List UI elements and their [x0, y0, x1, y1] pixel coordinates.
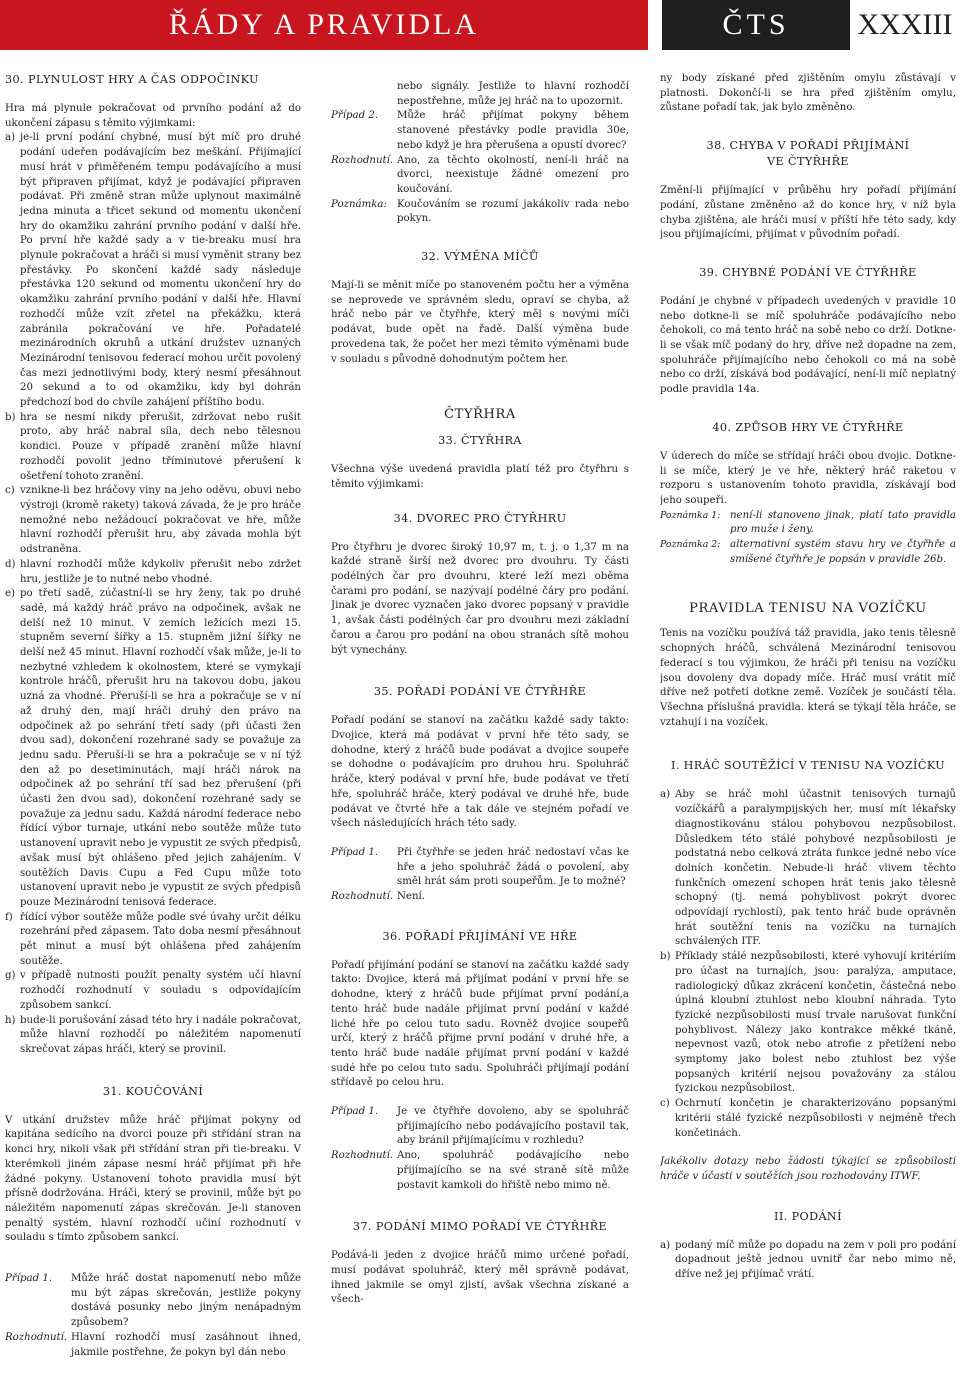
section-I-title: I. HRÁČ SOUTĚŽÍCÍ V TENISU NA VOZÍČKU	[670, 759, 946, 773]
case-row	[331, 846, 629, 890]
rule-item	[5, 587, 301, 910]
page-header	[0, 0, 960, 50]
item-label: a)	[5, 132, 16, 144]
case-row	[331, 1105, 629, 1149]
case-text: Může hráč dostat napomenutí nebo může mu být zápas skrečován, jestliže pokyny dostává posunky nebo jiným nenápadným způsobem?	[71, 1273, 301, 1329]
rule-item	[5, 1014, 301, 1058]
rule-item	[5, 911, 301, 970]
note-row	[660, 509, 956, 538]
case-text: Je ve čtyřhře dovoleno, aby se spoluhráč přijímajícího nebo podávajícího postavil tak, aby bránil přijímajícímu v rozhledu?	[397, 1106, 629, 1147]
item-text: bude-li porušování zásad této hry i nadále pokračovat, může hlavní rozhodčí po náležitém napomenutí skrečovat zápas hráči, který se provinil.	[20, 1014, 301, 1055]
wheelchair-intro: Tenis na vozíčku používá táž pravidla, jako tenis tělesně schopných hráčů, schválená Mezinárodní tenisovou federací s tou výjimkou, že hráči při tenisu na vozíčku jsou dovoleny dva dopady míče. Hráč musí vrátit míč dříve než potřetí dotkne země. Vozíček je součástí těla. Všechna příslušná pravidla. která se týkají těla hráče, se vztahují i na vozíček.	[660, 628, 956, 728]
item-text: v případě nutnosti použít penalty systém učí hlavní rozhodčí rozhodnutí v souladu s odpovídajícím způsobem sankcí.	[20, 970, 301, 1011]
section-32-text: Mají-li se měnit míče po stanoveném počtu her a výměna se neprovede ve správném sledu, opraví se chyba, až hráč nebo pár ve čtyřhře, který měl s novými míči podávat, bude opět na řadě. Další výměna bude provedena tak, že počet her mezi těmito výměnami bude v souladu s původně dohodnutým počtem her.	[331, 280, 629, 365]
section-38-text: Změní-li přijímající v průběhu hry pořadí přijímání podání, zůstane změněno až do konce hry, v níž byla chyba zjištěna, ale hráči musí v příští hře této sady, kdy jsou přijímajícími, přijímat v původním pořadí.	[660, 185, 956, 241]
section-40-title: 40. ZPŮSOB HRY VE ČTYŘHŘE	[712, 420, 904, 434]
chapter-title-wheelchair: PRAVIDLA TENISU NA VOZÍČKU	[689, 601, 927, 617]
chapter-title-doubles: ČTYŘHRA	[444, 407, 516, 423]
section-34-title: 34. DVOREC PRO ČTYŘHRU	[393, 511, 567, 525]
item-text: Aby se hráč mohl účastnit tenisových turnajů vozíčkářů a paralympijských her, musí mít lékařsky diagnostikovánu stálou pohybovou nezpůsobilost. Důsledkem této stálé pohybové nezpůsobilosti je podstatná nebo celková ztráta funkce jedné nebo více dolních končetin. Nebude-li hráč vlivem těchto funkčních omezení schopen hrát tenis jako tělesně schopný (tj. nemá pohyblivost pokrýt dvorec odpovídají rychlostí), pak tento hráč bude oprávněn hrát soutěžní tenis na vozíčku na turnajích schválených ITF.	[675, 789, 956, 948]
case-label: Rozhodnutí.	[331, 1150, 394, 1162]
item-label: g)	[5, 970, 16, 982]
section-38-title	[660, 138, 956, 170]
rule-item	[660, 788, 956, 950]
rule-item	[660, 1097, 956, 1141]
case-text: Ano, za těchto okolností, není-li hráč na dvorci, neexistuje žádné omezení pro koučování.	[397, 154, 629, 195]
section-35-title: 35. POŘADÍ PODÁNÍ VE ČTYŘHŘE	[373, 685, 587, 699]
item-text: po třetí sadě, zúčastní-li se hry ženy, tak po druhé sadě, má každý hráč právo na odpočinek, avšak ne delší než 10 minut. V zemích ležících mezi 15. stupněm severní šířky a 15. stupněm jižní šířky ne delší než 45 minut. Hlavní rozhodčí však může, je-li to nezbytné vzhledem k okolnostem, které se vymykají kontrole hráčů, přerušit hru na takovou dobu, jakou uzná za vhodné. Přeruší-li se hra a pokračuje se v ní až druhý den, mají hráči druhý den právo na odpočinek až po sehrání třetí sady (při účasti žen dvou sad), dokončení rozehrané sady se považuje za jednu sadu. Přeruší-li se hra a pokračuje se v ní týž den až po desetiminutách, mají hráči nárok na odpočinek až po sehrání tří sad bez přerušení (při účasti žen dvou sad), dokončení rozehrané sady se považuje za jednu sadu. Každá národní federace nebo řídící výbor turnaje, utkání nebo soutěže může tuto ustanovení upravit nebo je vypustit ze svých předpisů, avšak musí být ohlášeno před jejich zahájením. V soutěžích Davis Cupu a Fed Cupu může toto ustanovení upravit nebo je vypustit ze svých předpisů pouze Mezinárodní tenisová federace.	[20, 588, 301, 908]
item-text: podaný míč může po dopadu na zem v poli pro podání dopadnout ještě jednou uvnitř čar nebo mimo ně, dříve než jej přijímač vrátí.	[675, 1239, 956, 1281]
case-row	[5, 1331, 301, 1360]
case-label: Případ 1.	[331, 1106, 379, 1118]
case-text: Není.	[397, 891, 426, 903]
section-II-title: II. PODÁNÍ	[774, 1209, 842, 1223]
note-text: není-li stanoveno jinak, platí tato pravidla pro muže i ženy.	[730, 509, 956, 536]
section-33-text: Všechna výše uvedená pravidla platí též pro čtyřhru s těmito výjimkami:	[331, 464, 629, 490]
case-label: Rozhodnutí.	[331, 891, 394, 903]
section-35-text: Pořadí podání se stanoví na začátku každé sady takto: Dvojice, která má podávat v první hře této sady, se dohodne, který z hráčů bude podávat a dvojice soupeře se dohodne o podávajícím pro druhou hru. Spoluhráč hráče, který podával v první hře, bude podávat ve třetí hře, spoluhráč hráče, který podával ve druhé hře, bude podávat ve čtvrté hře a tak dále ve stejném pořadí ve všech následujících hrách této sady.	[331, 715, 629, 830]
section-40-text: V úderech do míče se střídají hráči obou dvojic. Dotkne-li se míče, který je ve hře, některý hráč raketou v rozporu s ustanovením tohoto pravidla, získávají bod jeho soupeři.	[660, 450, 956, 506]
case-label: Případ 2.	[331, 110, 379, 122]
item-label: b)	[5, 411, 16, 423]
case-row	[331, 1149, 629, 1193]
rule-item	[5, 131, 301, 410]
case-text: nebo signály. Jestliže to hlavní rozhodčí nepostřehne, může jej hráč na to upozornit.	[397, 81, 629, 107]
case-text: Může hráč přijímat pokyny během stanovené přestávky podle pravidla 30e, nebo když je hra přerušena a opustí dvorec?	[397, 110, 629, 151]
section-32-title: 32. VÝMĚNA MÍČŮ	[421, 250, 539, 264]
item-label: b)	[660, 951, 671, 963]
rule-item	[5, 484, 301, 558]
section-37-text: Podává-li jeden z dvojice hráčů mimo určené pořadí, musí podávat spoluhráč, který měl správně podávat, ihned jakmile se omyl zjistí, avšak všechna získané a všech-	[331, 1250, 629, 1306]
case-row	[5, 1272, 301, 1331]
item-text: hlavní rozhodčí může kdykoliv přerušit nebo zdržet hru, jestliže je to nutné nebo vhodné.	[20, 558, 301, 585]
item-text: řídící výbor soutěže může podle své úvahy určit délku rozehrání před zápasem. Tato doba nesmí přesáhnout pět minut a musí být ohlášena před zahájením soutěže.	[20, 911, 301, 967]
case-label	[331, 80, 397, 109]
rule-item	[5, 411, 301, 485]
item-label: a)	[660, 789, 671, 801]
note-label: Poznámka 2:	[660, 539, 721, 551]
item-label: c)	[660, 1098, 670, 1110]
section-36-title: 36. POŘADÍ PŘIJÍMÁNÍ VE HŘE	[382, 929, 578, 943]
header-title: ŘÁDY A PRAVIDLA	[0, 0, 648, 50]
section-I-list	[660, 788, 956, 1141]
case-label: Případ 1.	[5, 1273, 53, 1285]
item-label: h)	[5, 1014, 16, 1026]
case-label: Poznámka:	[331, 198, 387, 210]
note-row	[660, 538, 956, 567]
case-row	[331, 109, 629, 153]
item-label: d)	[5, 558, 16, 570]
section-30-title: 30. PLYNULOST HRY A ČAS ODPOČINKU	[5, 73, 259, 86]
header-gap	[648, 0, 662, 50]
column-2	[331, 80, 629, 1396]
case-text: Hlavní rozhodčí musí zasáhnout ihned, jakmile postřehne, že pokyn byl dán nebo	[71, 1331, 301, 1358]
section-37-title: 37. PODÁNÍ MIMO POŘADÍ VE ČTYŘHŘE	[352, 1220, 608, 1234]
item-text: Ochrnutí končetin je charakterizováno popsanými kritérii stálé fyzické nezpůsobilosti v nejméně třech končetinách.	[675, 1098, 956, 1139]
header-page-number: XXXIII	[857, 8, 953, 41]
section-30-list	[5, 131, 301, 1057]
item-text: hra se nesmí nikdy přerušit, zdržovat nebo rušit proto, aby hráč nabral síla, dech nebo tělesnou kondici. Pouze v případě zranění může hlavní rozhodčí povolit jedno tříminutové přerušení k ošetření tohoto zranění.	[20, 411, 301, 482]
rule-item	[660, 1239, 956, 1283]
section-31-text: V utkání družstev může hráč přijímat pokyny od kapitána sedícího na dvorci pouze při střídání stran na konci hry, nikoli však při střídání stran při tie-breaku. V kterémkoli jiném zápase nesmí hráč přijímat při hře žádné pokyny. Ustanovení tohoto pravidla musí být přísně dodržována. Hráči, který se provinil, může být po náležitém napomenutí zápas skrečován. Je-li stanoven penaltý systém, hlavní rozhodčí učiní rozhodnutí v souladu s tímto způsobem sankcí.	[5, 1114, 301, 1244]
note-label: Poznámka 1:	[660, 509, 721, 521]
case-text: Při čtyřhře se jeden hráč nedostaví včas ke hře a jeho spoluhráč žádá o povolení, aby směl hrát sám proti soupeřům. Je to možné?	[397, 846, 629, 888]
item-label: a)	[660, 1239, 671, 1251]
case-row	[331, 890, 629, 905]
item-text: vznikne-li bez hráčovy viny na jeho oděvu, obuvi nebo výstroji (kromě rakety) taková závada, že je pro hráče nemožné nebo nežádoucí pokračovat ve hře, může hlavní rozhodčí přerušit hru, aby závada mohla být odstraněna.	[20, 485, 301, 556]
item-text: Příklady stálé nezpůsobilosti, které vyhovují kritériím pro účast na turnajích, jsou: paralýza, amputace, radiologický důkaz zkrácení končetin, částečná nebo úplná kloubní ztuhlost nebo kloubní náhrada. Tyto fyzické nezpůsobilosti musí trvale narušovat funkční pohyblivost. Nálezy jako kontrakce měkké tkáně, nepevnost vazů, otok nebo atrofie z přetížení nebo symptomy jako bolest nebo ztuhlost bez výše popsaných kritérií nejsou považovány za stálou fyzickou nezpůsobilost.	[675, 951, 956, 1095]
case-row	[331, 80, 629, 109]
section-30-intro: Hra má plynule pokračovat od prvního podání až do ukončení zápasu s těmito výjimkami:	[5, 103, 301, 129]
case-label: Rozhodnutí.	[331, 154, 394, 166]
eligibility-note: Jakékoliv dotazy nebo žádosti týkající se způsobilosti hráče v účasti v soutěžích jsou rozhodovány ITWF.	[660, 1156, 956, 1182]
item-label: f)	[5, 911, 13, 923]
section-31-title: 31. KOUČOVÁNÍ	[102, 1084, 204, 1098]
section-38-title-line-1: 38. CHYBA V POŘADÍ PŘIJÍMÁNÍ	[706, 139, 910, 153]
case-text: Ano, spoluhráč podávajícího nebo přijímajícího se na své straně sítě může postavit kamkoli do hřiště nebo mimo ně.	[397, 1150, 629, 1191]
section-39-text: Podání je chybné v případech uvedených v pravidle 10 nebo dotkne-li se míč spoluhráče podávajícího nebo čehokoli, co má tento hráč na sobě nebo co drží. Dotkne-li se však míč podaný do hry, dříve než dopadne na zem, spoluhráče přijímajícího nebo čehokoli co má na sobě nebo co drží, získává bod podávající, není-li míč neplatný podle pravidla 14a.	[660, 295, 956, 396]
rule-item	[5, 969, 301, 1013]
rule-item	[660, 950, 956, 1097]
case-row	[331, 154, 629, 198]
column-1	[5, 72, 301, 1388]
case-text: Koučováním se rozumí jakákoliv rada nebo pokyn.	[397, 198, 629, 225]
section-33-title: 33. ČTYŘHRA	[438, 434, 522, 448]
rule-item	[5, 558, 301, 587]
section-36-text: Pořadí přijímání podání se stanoví na začátku každé sady takto: Dvojice, která má přijímat podání v první hře se dohodne, který z hráčů bude přijímat první podání,a tento hráč bude nadále přijímat první podání v každé liché hře po celou tuto sadu. Rovněž dvojice soupeřů určí, který z hráčů přijme první podání v druhé hře, a tento hráč bude nadále přijímat první podání v každé sudé hře po celou tuto sadu. Spoluhráči přijímají podání střídavě po celou hru.	[331, 959, 629, 1089]
item-label: e)	[5, 588, 16, 600]
item-text: je-li první podání chybné, musí být míč pro druhé podání udeřen podávajícím bez meškání. Přijímající musí hrát v přiměřeném tempu podávajícího a musí být připraven přijímat, když je podávající připraven podávat. Při změně stran může uplynout maximálně jedna minuta a třicet sekund od momentu ukončení hry do okamžiku zahrání prvního podání v další hře. Po první hře každé sady a v tie-breaku musí hra plynule pokračovat a hráči si musí vyměnit strany bez přestávky. Po skončení každé sady následuje přestávka 120 sekund od momentu ukončení hry do okamžiku zahrání prvního podání v další hře. Hlavní rozhodčí může vzít zřetel na překážku, která zabránila pokračování ve hře. Pořadatelé mezinárodních okruhů a utkání družstev uznaných Mezinárodní tenisovou federací mohou určit povolený čas mezi jednotlivými body, který nesmí přesáhnout 20 sekund a to od okamžiku, kdy byl dohrán předchozí bod do chvíle zahájení příštího bodu.	[20, 132, 301, 409]
section-39-title: 39. CHYBNÉ PODÁNÍ VE ČTYŘHŘE	[699, 265, 917, 279]
case-label: Případ 1.	[331, 846, 379, 858]
section-34-text: Pro čtyřhru je dvorec široký 10,97 m, t. j. o 1,37 m na každé straně širší než dvorec pro dvouhru. Ty části podélných čar pro dvouhru, které leží mezi oběma čarami pro podání, se nazývají podélné čáry pro podání. Jinak je dvorec vyznačen jako dvorec popsaný v pravidle 1, avšak části podélných čar pro dvouhru mezi základní čarou a čarou pro podání na obou stranách sítě mohou být vynechány.	[331, 541, 629, 656]
case-label: Rozhodnutí.	[5, 1331, 68, 1343]
section-38-title-line-2: VE ČTYŘHŘE	[767, 155, 849, 169]
item-label: c)	[5, 485, 15, 497]
continuation-text: ny body získané před zjištěním omylu zůstávají v platnosti. Dokončí-li se hra před zjištěním omylu, zůstane pořadí tak, jak bylo změněno.	[660, 73, 956, 114]
case-row	[331, 198, 629, 227]
note-text: alternativní systém stavu hry ve čtyřhře a smíšené čtyřhře je popsán v pravidle 26b.	[730, 539, 956, 565]
header-org: ČTS	[662, 0, 850, 50]
column-3	[660, 72, 956, 1388]
